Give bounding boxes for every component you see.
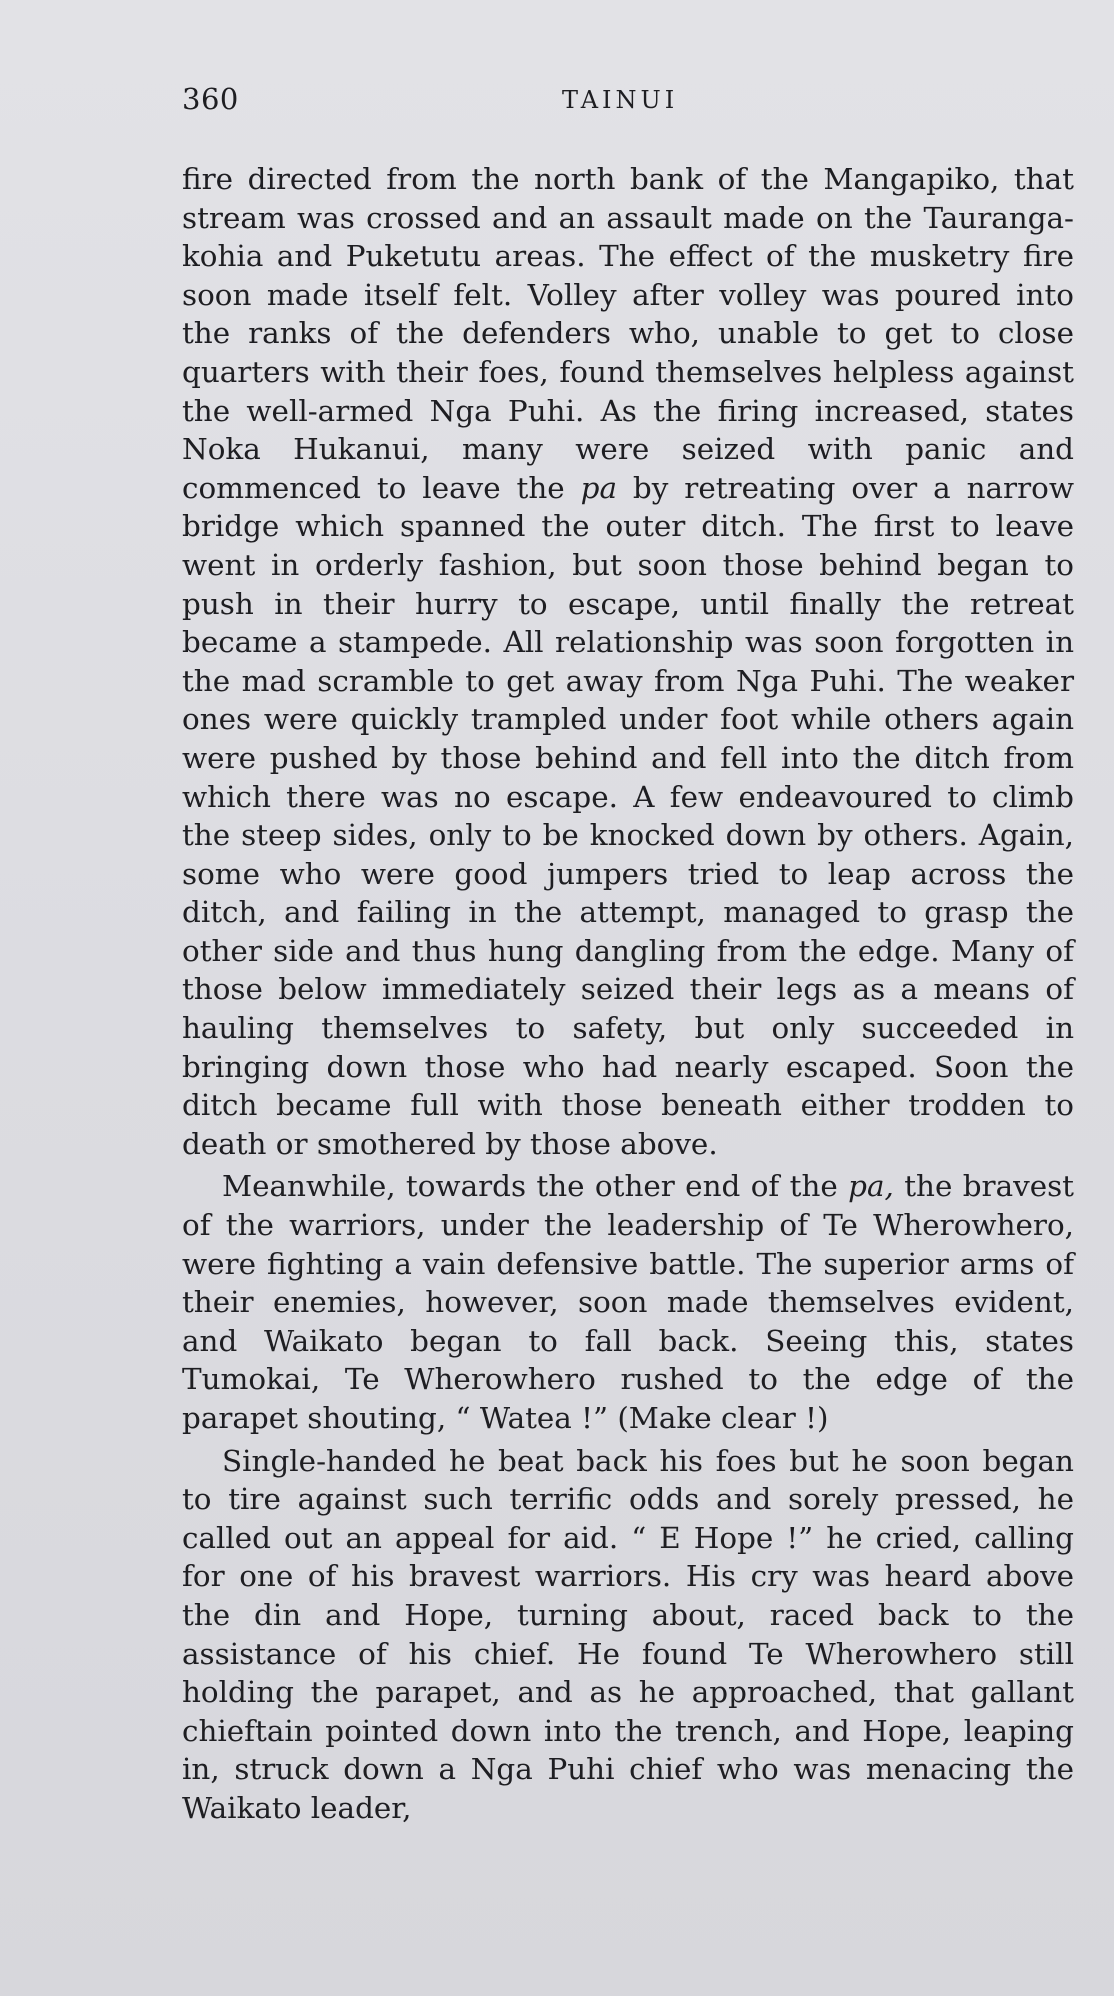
running-head: TAINUI [562,86,679,114]
text-run: the bravest of the warriors, under the leadership of Te Wherowhero, were fighting a vain defensive battle. The superior arms of their enemies, however, soon made themselves evident, and Waikato began to fall back. Seeing this, states Tumokai, Te Wherowhero rushed to the edge of the parapet shouting, “ Watea !” (Make clear !) [182,1169,1074,1435]
body-text [182,160,1074,1832]
text-run: Meanwhile, towards the other end of the [222,1169,849,1204]
italic-word: pa [580,470,617,505]
paragraph [182,1442,1074,1828]
page-number: 360 [182,82,239,116]
italic-word: pa, [848,1169,894,1204]
paragraph [182,160,1074,1163]
text-run: fire directed from the north bank of the Mangapiko, that stream was crossed and an assault made on the Tauranga-kohia and Puketutu areas. The effect of the musketry fire soon made itself felt. Volley after volley was poured into the ranks of the defenders who, unable to get to close quarters with their foes, found themselves helpless against the well-armed Nga Puhi. As the firing increased, states Noka Hukanui, many were seized with panic and commenced to leave the [182,162,1074,505]
paragraph [182,1167,1074,1437]
page-header [182,82,1074,122]
text-run: Single-handed he beat back his foes but he soon began to tire against such terrific odds and sorely pressed, he called out an appeal for aid. “ E Hope !” he cried, calling for one of his bravest warriors. His cry was heard above the din and Hope, turning about, raced back to the assistance of his chief. He found Te Wherowhero still holding the parapet, and as he approached, that gallant chieftain pointed down into the trench, and Hope, leaping in, struck down a Nga Puhi chief who was menacing the Waikato leader, [182,1443,1074,1825]
text-run: by retreating over a narrow bridge which spanned the outer ditch. The first to leave went in orderly fashion, but soon those behind began to push in their hurry to escape, until finally the retreat became a stampede. All relationship was soon forgotten in the mad scramble to get away from Nga Puhi. The weaker ones were quickly trampled under foot while others again were pushed by those behind and fell into the ditch from which there was no escape. A few endeavoured to climb the steep sides, only to be knocked down by others. Again, some who were good jumpers tried to leap across the ditch, and failing in the attempt, managed to grasp the other side and thus hung dangling from the edge. Many of those below immediately seized their legs as a means of hauling themselves to safety, but only succeeded in bringing down those who had nearly escaped. Soon the ditch became full with those beneath either trodden to death or smothered by those above. [182,470,1074,1161]
